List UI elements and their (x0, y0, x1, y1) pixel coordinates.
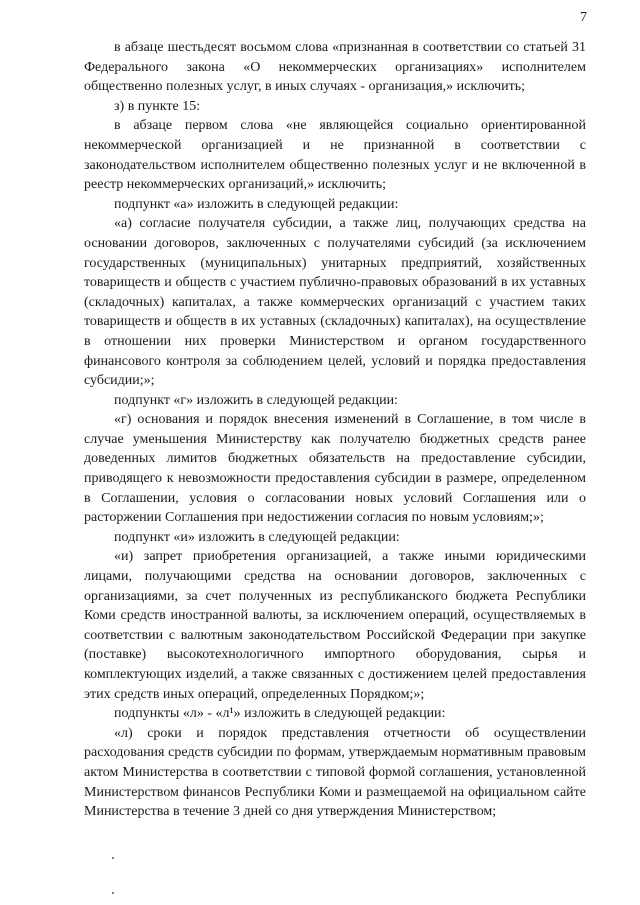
paragraph-6: подпункт «г» изложить в следующей редакции: (114, 392, 398, 408)
paragraph-1: в абзаце шестьдесят восьмом слова «признанная в соответствии со статьей 31 Федерального закона «О некоммерческих организациях» исполнителем общественно полезных услуг, в иных случаях - организация,» исключить; (84, 40, 586, 95)
paragraph-9: «и) запрет приобретения организацией, а также иными юридическими лицами, получающими средства на основании договоров, заключенных с организациями, за счет полученных из республиканского бюджета Республики Коми средств иностранной валюты, за исключением операций, осуществляемых в соответствии с валютным законодательством Российской Федерации при закупке (поставке) высокотехнологичного импортного оборудования, сырья и комплектующих изделий, а также связанных с достижением целей предоставления этих средств иных операций, определенных Порядком;»; (84, 549, 586, 702)
paragraph-4: подпункт «а» изложить в следующей редакции: (114, 196, 399, 212)
paragraph-7: «г) основания и порядок внесения изменений в Соглашение, в том числе в случае уменьшения Министерству как получателю бюджетных средств ранее доведенных лимитов бюджетных обязательств на предоставление субсидии, приводящего к невозможности предоставления субсидии в размере, определенном в Соглашении, условия о согласовании новых условий Соглашения или о расторжении Соглашения при недостижении согласия по новым условиям;»; (84, 412, 586, 526)
paragraph-8: подпункт «и» изложить в следующей редакции: (114, 529, 400, 545)
scan-speck (112, 892, 114, 894)
paragraph-2: з) в пункте 15: (114, 98, 201, 114)
paragraph-10: подпункты «л» - «л¹» изложить в следующей редакции: (114, 706, 446, 722)
page-number: 7 (580, 10, 587, 25)
paragraph-5: «а) согласие получателя субсидии, а также лиц, получающих средства на основании договоров, заключенных с получателями субсидий (за исключением государственных (муниципальных) унитарных предприятий, хозяйственных товариществ и обществ с участием публично-правовых образований в их уставных (складочных) капиталах, а также коммерческих организаций с участием таких товариществ и обществ в их уставных (складочных) капиталах), на осуществление в отношении них проверки Министерством и органом государственного финансового контроля за соблюдением целей, условий и порядка предоставления субсидии;»; (84, 216, 586, 389)
body-text (84, 38, 586, 822)
scan-speck (112, 857, 114, 859)
paragraph-3: в абзаце первом слова «не являющейся социально ориентированной некоммерческой организацией и не признанной в соответствии с законодательством исполнителем общественно полезных услуг и не включенной в реестр некоммерческих организаций,» исключить; (84, 118, 586, 193)
paragraph-11: «л) сроки и порядок представления отчетности об осуществлении расходования средств субсидии по формам, утверждаемым нормативным правовым актом Министерства в соответствии с типовой формой соглашения, установленной Министерством финансов Республики Коми и размещаемой на официальном сайте Министерства в течение 3 дней со дня утверждения Министерством; (84, 725, 586, 820)
